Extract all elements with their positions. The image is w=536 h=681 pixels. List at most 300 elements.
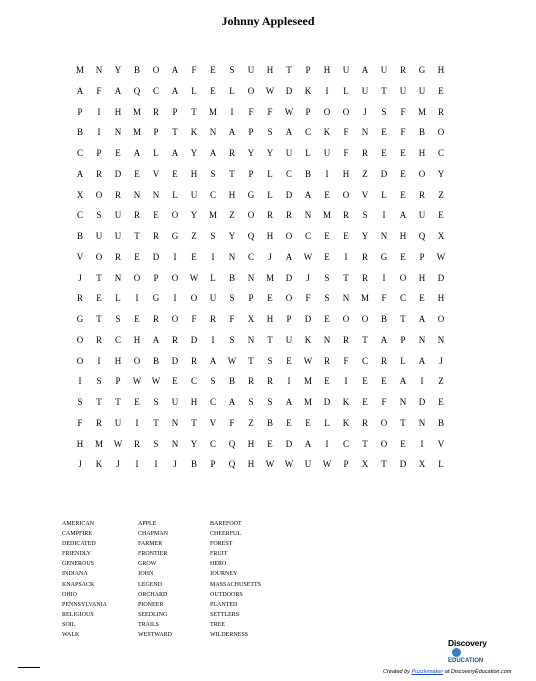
grid-cell: E — [172, 168, 178, 179]
grid-cell: N — [133, 189, 141, 200]
word-list-item: CAMPFIRE — [62, 531, 93, 538]
grid-cell: L — [324, 417, 330, 428]
grid-cell: A — [76, 85, 84, 96]
grid-cell: O — [76, 355, 84, 366]
grid-cell: L — [229, 85, 235, 96]
grid-cell: M — [322, 210, 331, 221]
grid-cell: H — [247, 438, 255, 449]
page-title: Johnny Appleseed — [221, 14, 315, 28]
grid-cell: H — [266, 231, 274, 241]
word-list-item: WESTWARD — [138, 632, 172, 639]
grid-cell: D — [152, 251, 160, 262]
grid-cell: S — [96, 376, 102, 387]
logo-text-education: EDUCATION — [448, 658, 484, 664]
grid-cell: R — [95, 334, 102, 345]
grid-cell: M — [208, 106, 217, 117]
grid-cell: O — [133, 355, 141, 366]
grid-cell: O — [380, 417, 388, 428]
grid-cell: C — [437, 148, 444, 158]
grid-cell: Q — [133, 85, 141, 96]
grid-cell: E — [400, 251, 406, 262]
grid-cell: W — [189, 272, 199, 283]
grid-cell: T — [286, 65, 292, 75]
word-list-item: FRONTIER — [138, 551, 168, 558]
grid-cell: S — [115, 314, 121, 324]
grid-cell: U — [95, 231, 103, 241]
grid-cell: R — [171, 334, 178, 345]
grid-cell: W — [284, 459, 294, 470]
grid-cell: L — [210, 272, 216, 283]
grid-cell: P — [343, 459, 349, 470]
grid-cell: S — [381, 106, 387, 117]
grid-cell: I — [382, 210, 386, 221]
grid-cell: C — [304, 127, 311, 138]
grid-cell: D — [285, 438, 293, 449]
grid-cell: K — [342, 397, 350, 407]
grid-cell: K — [95, 459, 103, 470]
grid-cell: O — [342, 314, 350, 324]
grid-cell: O — [171, 210, 179, 221]
grid-cell: K — [342, 417, 350, 428]
grid-cell: S — [229, 293, 235, 304]
grid-cell: F — [400, 106, 406, 117]
grid-cell: Y — [361, 231, 369, 241]
grid-cell: I — [78, 376, 82, 387]
grid-cell: S — [153, 397, 159, 407]
grid-cell: H — [342, 168, 350, 179]
word-list-item: SEEDLING — [138, 611, 168, 618]
word-list-column-3 — [210, 519, 282, 640]
grid-cell: I — [344, 251, 348, 262]
grid-cell: I — [173, 293, 177, 304]
grid-cell: I — [344, 376, 348, 387]
grid-cell: R — [190, 355, 197, 366]
grid-cell: H — [437, 293, 445, 304]
grid-cell: S — [267, 127, 273, 138]
grid-cell: J — [363, 106, 367, 117]
grid-cell: U — [361, 85, 369, 96]
grid-cell: G — [247, 189, 255, 200]
grid-cell: D — [190, 334, 198, 345]
grid-cell: P — [305, 65, 311, 75]
grid-cell: N — [361, 127, 369, 138]
grid-cell: D — [418, 397, 426, 407]
grid-cell: I — [382, 272, 386, 283]
grid-cell: N — [247, 272, 255, 283]
grid-cell: Q — [228, 438, 236, 449]
grid-cell: J — [78, 272, 82, 283]
word-list-item: LEGEND — [138, 581, 162, 588]
grid-cell: I — [420, 438, 424, 449]
word-list-item: TRAILS — [138, 621, 159, 628]
credit-suffix: at DiscoveryEducation.com — [443, 669, 512, 675]
grid-cell: W — [113, 438, 123, 449]
grid-cell: N — [380, 231, 388, 241]
grid-cell: J — [78, 459, 82, 470]
grid-cell: K — [190, 127, 198, 138]
grid-cell: T — [381, 459, 387, 470]
puzzlemaker-link[interactable]: Puzzlemaker — [411, 669, 444, 675]
grid-cell: O — [342, 106, 350, 117]
word-list-item: OUTDOORS — [210, 591, 243, 598]
grid-cell: S — [362, 210, 368, 221]
grid-cell: O — [437, 127, 445, 138]
grid-cell: R — [285, 210, 292, 221]
grid-cell: F — [343, 127, 349, 138]
grid-cell: E — [172, 376, 178, 387]
grid-cell: S — [210, 231, 216, 241]
grid-cell: S — [324, 293, 330, 304]
grid-cell: G — [76, 314, 84, 324]
grid-cell: O — [190, 293, 198, 304]
grid-cell: P — [305, 106, 311, 117]
grid-cell: A — [285, 251, 293, 262]
grid-cell: R — [361, 251, 368, 262]
grid-cell: S — [324, 272, 330, 283]
grid-cell: W — [132, 376, 142, 387]
grid-cell: A — [361, 65, 369, 75]
grid-cell: B — [418, 127, 425, 138]
grid-cell: R — [228, 148, 235, 158]
grid-cell: D — [380, 168, 388, 179]
grid-cell: N — [304, 210, 312, 221]
word-list-item: WALK — [62, 632, 80, 639]
word-list-item: PENNSYLVANIA — [62, 601, 108, 608]
grid-cell: E — [362, 376, 368, 387]
grid-cell: X — [361, 459, 369, 470]
grid-cell: K — [304, 334, 312, 345]
grid-cell: W — [436, 251, 446, 262]
grid-cell: E — [96, 293, 102, 304]
grid-cell: M — [94, 438, 103, 449]
grid-cell: E — [381, 148, 387, 158]
grid-cell: U — [418, 210, 426, 221]
grid-cell: Z — [438, 376, 444, 387]
grid-cell: P — [153, 272, 159, 283]
grid-cell: D — [399, 459, 407, 470]
word-list-item: FRUIT — [210, 551, 228, 558]
grid-cell: W — [303, 355, 313, 366]
grid-cell: L — [267, 168, 273, 179]
grid-cell: G — [418, 65, 426, 75]
grid-cell: M — [303, 376, 312, 387]
grid-cell: E — [419, 293, 425, 304]
grid-cell: T — [248, 355, 254, 366]
grid-cell: R — [437, 106, 444, 117]
grid-cell: F — [343, 148, 349, 158]
grid-cell: N — [114, 127, 122, 138]
grid-cell: O — [285, 293, 293, 304]
grid-cell: S — [267, 355, 273, 366]
globe-icon — [452, 648, 461, 657]
grid-cell: I — [97, 127, 101, 138]
grid-cell: K — [304, 85, 312, 96]
grid-cell: B — [437, 417, 444, 428]
grid-cell: E — [324, 314, 330, 324]
grid-cell: Q — [418, 231, 426, 241]
word-list-item: APPLE — [138, 521, 157, 527]
grid-cell: F — [267, 106, 273, 117]
grid-cell: R — [361, 417, 368, 428]
grid-cell: M — [132, 127, 141, 138]
grid-cell: B — [76, 127, 83, 138]
grid-cell: M — [208, 210, 217, 221]
grid-cell: E — [343, 231, 349, 241]
grid-cell: R — [342, 334, 349, 345]
grid-cell: E — [267, 293, 273, 304]
grid-cell: M — [360, 293, 369, 304]
grid-cell: N — [171, 417, 179, 428]
grid-cell: E — [438, 210, 444, 221]
grid-cell: Y — [437, 168, 445, 179]
grid-cell: T — [172, 127, 178, 138]
grid-cell: E — [286, 355, 292, 366]
grid-cell: C — [152, 85, 159, 96]
grid-cell: F — [248, 106, 254, 117]
grid-cell: F — [191, 65, 197, 75]
grid-cell: C — [399, 293, 406, 304]
grid-cell: D — [437, 272, 445, 283]
grid-cell: B — [304, 168, 311, 179]
grid-cell: R — [247, 376, 254, 387]
grid-cell: R — [95, 417, 102, 428]
grid-cell: I — [325, 168, 329, 179]
grid-cell: P — [419, 251, 425, 262]
word-list-item: ORCHARD — [138, 591, 168, 598]
grid-cell: M — [75, 65, 84, 75]
grid-cell: P — [248, 168, 254, 179]
grid-cell: S — [96, 210, 102, 221]
grid-cell: R — [342, 210, 349, 221]
grid-cell: S — [229, 65, 235, 75]
grid-cell: E — [210, 65, 216, 75]
grid-cell: T — [229, 168, 235, 179]
grid-cell: B — [266, 417, 273, 428]
grid-cell: I — [211, 334, 215, 345]
grid-cell: A — [152, 334, 160, 345]
grid-cell: O — [437, 314, 445, 324]
grid-cell: B — [76, 231, 83, 241]
grid-cell: F — [77, 417, 83, 428]
grid-cell: I — [97, 355, 101, 366]
grid-cell: P — [286, 314, 292, 324]
grid-cell: P — [77, 106, 83, 117]
grid-cell: E — [210, 85, 216, 96]
grid-cell: E — [400, 168, 406, 179]
grid-cell: O — [285, 231, 293, 241]
grid-cell: H — [190, 168, 198, 179]
grid-cell: R — [95, 168, 102, 179]
grid-cell: T — [267, 334, 273, 345]
word-list-item: SETTLERS — [210, 611, 240, 618]
word-list-item: FRIENDLY — [62, 551, 92, 558]
grid-cell: G — [152, 293, 160, 304]
grid-cell: A — [285, 127, 293, 138]
grid-cell: G — [171, 231, 179, 241]
grid-cell: C — [342, 438, 349, 449]
grid-cell: E — [134, 251, 140, 262]
grid-cell: N — [114, 272, 122, 283]
grid-cell: I — [325, 85, 329, 96]
grid-cell: F — [305, 293, 311, 304]
grid-cell: X — [418, 459, 426, 470]
grid-cell: O — [418, 168, 426, 179]
grid-cell: A — [114, 85, 122, 96]
grid-cell: F — [191, 314, 197, 324]
grid-cell: I — [135, 459, 139, 470]
word-list-item: OHIO — [62, 591, 77, 598]
word-list-item: FARMER — [138, 541, 163, 548]
grid-cell: O — [133, 272, 141, 283]
word-list-item: HERO — [210, 561, 227, 568]
grid-cell: I — [325, 438, 329, 449]
grid-cell: Q — [247, 231, 255, 241]
grid-cell: E — [324, 189, 330, 200]
grid-cell: R — [152, 314, 159, 324]
grid-cell: Y — [190, 210, 198, 221]
grid-cell: A — [399, 376, 407, 387]
grid-cell: R — [323, 355, 330, 366]
grid-cell: F — [400, 127, 406, 138]
grid-cell: N — [228, 251, 236, 262]
grid-cell: T — [362, 438, 368, 449]
grid-cell: E — [324, 231, 330, 241]
word-list-column-2 — [138, 519, 210, 640]
word-list-item: JOHN — [138, 571, 154, 578]
grid-cell: L — [267, 189, 273, 200]
grid-cell: I — [135, 417, 139, 428]
grid-cell: B — [133, 65, 140, 75]
grid-cell: N — [418, 417, 426, 428]
grid-cell: H — [418, 272, 426, 283]
grid-cell: I — [287, 376, 291, 387]
grid-cell: F — [96, 85, 102, 96]
grid-cell: N — [399, 397, 407, 407]
footer-divider — [18, 667, 40, 668]
grid-cell: J — [306, 272, 310, 283]
grid-cell: L — [343, 85, 349, 96]
grid-cell: A — [209, 355, 217, 366]
grid-cell: W — [265, 459, 275, 470]
credit-line — [383, 669, 511, 675]
grid-cell: A — [418, 355, 426, 366]
grid-cell: R — [152, 106, 159, 117]
grid-cell: U — [114, 231, 122, 241]
grid-cell: Z — [191, 231, 197, 241]
grid-cell: M — [303, 397, 312, 407]
grid-cell: C — [209, 397, 216, 407]
grid-cell: I — [97, 106, 101, 117]
grid-cell: Y — [247, 148, 255, 158]
grid-cell: P — [400, 334, 406, 345]
grid-cell: T — [115, 397, 121, 407]
grid-cell: D — [171, 355, 179, 366]
grid-cell: J — [268, 251, 272, 262]
grid-cell: E — [362, 397, 368, 407]
grid-cell: F — [229, 314, 235, 324]
grid-cell: H — [247, 459, 255, 470]
grid-cell: L — [153, 148, 159, 158]
grid-cell: P — [96, 148, 102, 158]
grid-cell: E — [134, 397, 140, 407]
grid-cell: R — [380, 355, 387, 366]
grid-cell: O — [95, 189, 103, 200]
grid-cell: J — [439, 355, 443, 366]
grid-cell: R — [361, 272, 368, 283]
grid-cell: Z — [229, 210, 235, 221]
grid-cell: I — [154, 459, 158, 470]
grid-cell: D — [285, 189, 293, 200]
grid-cell: R — [418, 189, 425, 200]
grid-cell: O — [380, 438, 388, 449]
grid-cell: A — [209, 148, 217, 158]
grid-cell: C — [76, 148, 83, 158]
grid-cell: J — [173, 459, 177, 470]
grid-cell: E — [400, 148, 406, 158]
grid-cell: U — [380, 65, 388, 75]
grid-cell: H — [323, 65, 331, 75]
grid-cell: C — [209, 189, 216, 200]
grid-cell: E — [134, 314, 140, 324]
grid-cell: A — [304, 438, 312, 449]
grid-cell: U — [323, 148, 331, 158]
grid-cell: B — [152, 355, 159, 366]
grid-cell: S — [267, 397, 273, 407]
grid-cell: N — [342, 293, 350, 304]
grid-cell: D — [304, 314, 312, 324]
grid-cell: E — [324, 251, 330, 262]
grid-cell: U — [114, 417, 122, 428]
grid-cell: W — [284, 106, 294, 117]
grid-cell: A — [380, 334, 388, 345]
credit-prefix: Created by — [383, 669, 412, 675]
grid-cell: E — [191, 251, 197, 262]
grid-cell: Z — [248, 417, 254, 428]
grid-cell: N — [323, 334, 331, 345]
grid-cell: O — [323, 106, 331, 117]
grid-cell: D — [285, 272, 293, 283]
grid-cell: E — [324, 376, 330, 387]
grid-cell: R — [114, 189, 121, 200]
grid-cell: A — [133, 148, 141, 158]
grid-cell: B — [228, 376, 235, 387]
word-list-item: MASSACHUSETTS — [210, 581, 262, 588]
grid-cell: U — [285, 148, 293, 158]
grid-cell: N — [418, 334, 426, 345]
grid-cell: D — [285, 85, 293, 96]
grid-cell: Z — [362, 168, 368, 179]
grid-cell: O — [171, 314, 179, 324]
discovery-education-logo[interactable] — [444, 638, 490, 668]
word-list-item: SOIL — [62, 621, 76, 628]
grid-cell: E — [115, 148, 121, 158]
grid-cell: R — [76, 293, 83, 304]
grid-cell: S — [77, 397, 83, 407]
grid-cell: C — [285, 168, 292, 179]
grid-cell: I — [420, 376, 424, 387]
grid-cell: J — [116, 459, 120, 470]
grid-cell: H — [114, 355, 122, 366]
grid-cell: H — [190, 397, 198, 407]
grid-cell: C — [304, 231, 311, 241]
grid-cell: O — [95, 251, 103, 262]
word-list-item: WILDERNESS — [210, 632, 248, 639]
grid-cell: E — [400, 189, 406, 200]
word-list-item: DEDICATED — [62, 541, 96, 548]
grid-cell: U — [190, 189, 198, 200]
grid-cell: G — [380, 251, 388, 262]
grid-cell: P — [210, 459, 216, 470]
